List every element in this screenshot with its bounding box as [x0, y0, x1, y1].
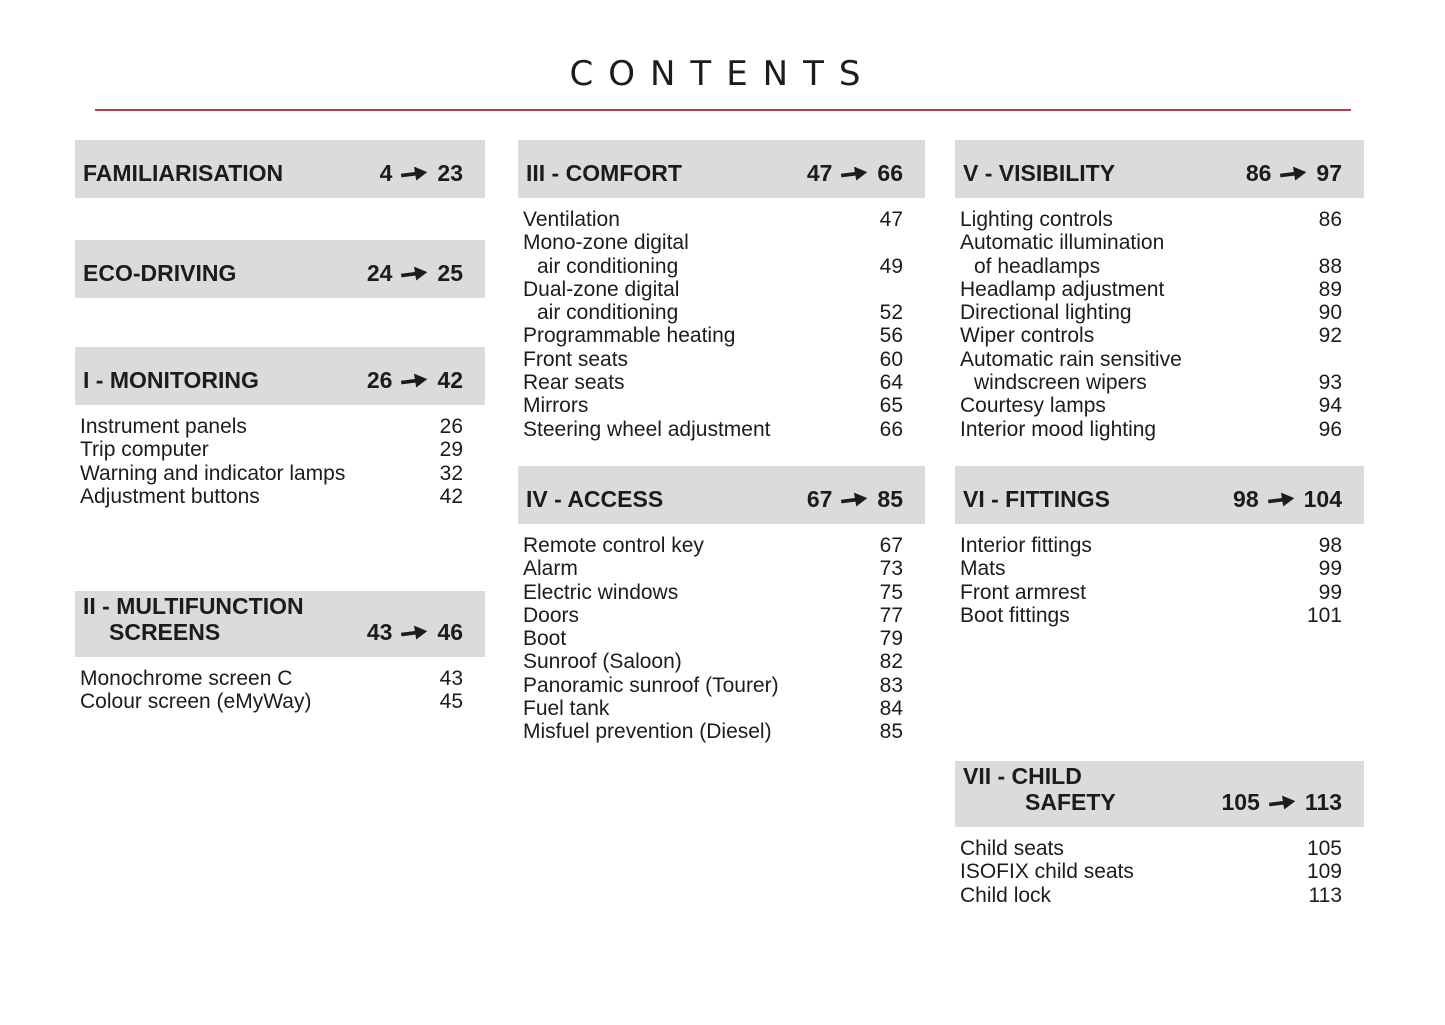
item-label	[523, 627, 566, 650]
range-to: 113	[1304, 789, 1342, 815]
item-page-number: 29	[439, 438, 463, 462]
item-label	[523, 650, 682, 673]
item-page-number: 66	[879, 417, 903, 441]
section-header	[955, 140, 1364, 198]
item-page-number: 77	[879, 603, 903, 627]
item-page-number: 99	[1318, 580, 1342, 604]
item-page-number: 89	[1318, 277, 1342, 301]
toc-item	[523, 371, 903, 394]
item-label-line: Dual-zone digital	[523, 277, 680, 301]
section-title-line: II - MULTIFUNCTION	[83, 593, 304, 619]
item-label-line: Automatic illumination	[960, 231, 1165, 255]
item-label	[523, 348, 628, 371]
item-label-line: Front seats	[523, 347, 629, 371]
item-page-number: 90	[1318, 301, 1342, 325]
item-label-line: Child seats	[960, 837, 1064, 860]
item-page-number: 105	[1306, 837, 1342, 860]
arrow-right-icon	[401, 370, 429, 389]
item-label	[960, 884, 1051, 907]
section-visibility	[955, 140, 1364, 441]
section-comfort	[518, 140, 925, 441]
item-label-line: windscreen wipers	[974, 371, 1147, 395]
item-label	[523, 231, 689, 278]
item-label-line: Courtesy lamps	[960, 394, 1106, 418]
range-from: 67	[806, 486, 833, 512]
range-from: 24	[366, 260, 393, 286]
item-label-line: Doors	[523, 603, 580, 627]
toc-item	[960, 581, 1342, 604]
item-label-line: Steering wheel adjustment	[523, 417, 771, 441]
range-to: 23	[437, 160, 463, 186]
section-page-range	[1222, 789, 1342, 815]
item-page-number: 85	[879, 720, 903, 744]
item-page-number: 67	[879, 534, 903, 557]
item-label	[80, 667, 292, 690]
range-to: 97	[1316, 160, 1342, 186]
arrow-right-icon	[841, 489, 869, 508]
item-label-line: Fuel tank	[523, 697, 610, 721]
toc-item	[960, 324, 1342, 347]
section-page-range	[807, 486, 903, 512]
toc-item	[80, 438, 463, 461]
section-header	[75, 240, 485, 298]
item-label-line: Panoramic sunroof (Tourer)	[523, 673, 779, 697]
toc-item	[80, 485, 463, 508]
item-label	[523, 534, 704, 557]
item-label-line: Interior mood lighting	[960, 417, 1157, 441]
toc-item	[523, 231, 903, 278]
section-title	[963, 160, 1115, 186]
section-title	[83, 367, 259, 393]
arrow-right-icon	[401, 263, 429, 282]
item-label-line: Automatic rain sensitive	[960, 347, 1182, 371]
item-label	[523, 324, 735, 347]
item-page-number: 82	[879, 650, 903, 674]
item-page-number: 43	[439, 667, 463, 690]
item-label	[523, 394, 588, 417]
arrow-right-icon	[1268, 792, 1296, 811]
toc-item	[960, 837, 1342, 860]
item-label	[80, 462, 345, 485]
section-title-line: I - MONITORING	[83, 367, 259, 393]
section-header	[955, 761, 1364, 827]
toc-item	[960, 604, 1342, 627]
range-to: 46	[437, 619, 463, 645]
section-title-line: IV - ACCESS	[526, 486, 664, 512]
item-label-line: Adjustment buttons	[80, 484, 260, 508]
toc-item	[523, 720, 903, 743]
arrow-right-icon	[1267, 489, 1295, 508]
item-label-line: Headlamp adjustment	[960, 277, 1165, 301]
item-page-number: 109	[1306, 860, 1342, 884]
section-items	[75, 667, 485, 714]
arrow-right-icon	[841, 163, 869, 182]
section-page-range	[367, 260, 463, 286]
item-label-line: ISOFIX child seats	[960, 860, 1134, 884]
item-label-line: Interior fittings	[960, 534, 1092, 557]
toc-item	[523, 208, 903, 231]
arrow-right-icon	[1280, 163, 1308, 182]
item-page-number: 94	[1318, 394, 1342, 418]
item-page-number: 26	[439, 415, 463, 438]
toc-item	[523, 697, 903, 720]
toc-item	[960, 394, 1342, 417]
section-items	[518, 208, 925, 441]
item-label	[80, 690, 311, 713]
item-page-number: 84	[879, 697, 903, 721]
toc-item	[960, 301, 1342, 324]
section-monitoring	[75, 347, 485, 508]
arrow-right-icon	[401, 622, 429, 641]
item-label-line: Mirrors	[523, 394, 589, 418]
toc-item	[523, 674, 903, 697]
range-from: 105	[1221, 789, 1260, 815]
toc-item	[80, 667, 463, 690]
item-label	[960, 208, 1113, 231]
item-label	[960, 324, 1094, 347]
item-label-line: Rear seats	[523, 371, 625, 395]
item-label-line: Lighting controls	[960, 208, 1113, 231]
toc-item	[523, 650, 903, 673]
section-title-line: FAMILIARISATION	[83, 160, 284, 186]
item-label-line: Electric windows	[523, 580, 679, 604]
item-label	[960, 860, 1134, 883]
toc-item	[523, 324, 903, 347]
item-label	[523, 278, 679, 325]
item-page-number: 52	[879, 301, 903, 325]
section-access	[518, 466, 925, 744]
range-from: 98	[1233, 486, 1259, 512]
toc-item	[960, 348, 1342, 395]
item-label-line: Child lock	[960, 883, 1052, 907]
range-to: 104	[1303, 486, 1342, 512]
item-page-number: 113	[1308, 883, 1342, 907]
section-page-range	[1233, 486, 1342, 512]
toc-item	[523, 627, 903, 650]
item-page-number: 96	[1318, 417, 1342, 441]
section-items	[518, 534, 925, 744]
item-page-number: 88	[1318, 254, 1342, 278]
toc-item	[960, 278, 1342, 301]
toc-item	[960, 208, 1342, 231]
toc-item	[523, 581, 903, 604]
item-label-line: Mats	[960, 557, 1006, 581]
item-label-line: Boot	[523, 627, 567, 651]
item-label-line: Trip computer	[80, 438, 209, 462]
item-label-line: Boot fittings	[960, 603, 1070, 627]
section-familiarisation	[75, 140, 485, 198]
section-fittings	[955, 466, 1364, 627]
item-label-line: Sunroof (Saloon)	[523, 650, 682, 674]
item-label-line: Warning and indicator lamps	[80, 461, 346, 485]
section-title	[83, 160, 283, 186]
section-header	[75, 140, 485, 198]
section-page-range	[367, 619, 463, 645]
item-label-line: Colour screen (eMyWay)	[80, 690, 312, 714]
item-label	[960, 604, 1070, 627]
item-label	[80, 415, 247, 438]
range-to: 42	[437, 367, 463, 393]
section-title-line: VI - FITTINGS	[963, 486, 1110, 512]
section-child-safety	[955, 761, 1364, 907]
section-header	[518, 140, 925, 198]
item-label	[523, 208, 620, 231]
item-label-line: Mono-zone digital	[523, 231, 689, 255]
item-page-number: 32	[439, 461, 463, 485]
toc-item	[523, 418, 903, 441]
item-page-number: 79	[879, 627, 903, 651]
section-page-range	[1246, 160, 1342, 186]
section-eco-driving	[75, 240, 485, 298]
section-title	[526, 486, 663, 512]
item-label	[960, 837, 1064, 860]
section-items	[955, 534, 1364, 627]
item-page-number: 47	[879, 208, 903, 231]
item-page-number: 42	[439, 484, 463, 508]
section-title-line: SCREENS	[109, 619, 221, 645]
toc-item	[960, 534, 1342, 557]
arrow-right-icon	[401, 163, 429, 182]
page-title: CONTENTS	[569, 54, 876, 94]
section-title	[83, 593, 304, 645]
section-page-range	[380, 160, 463, 186]
toc-item	[523, 394, 903, 417]
toc-item	[523, 604, 903, 627]
section-items	[955, 208, 1364, 441]
section-header	[955, 466, 1364, 524]
item-page-number: 56	[879, 324, 903, 348]
range-to: 25	[437, 260, 463, 286]
item-label	[523, 697, 609, 720]
section-title	[963, 763, 1116, 815]
item-page-number: 60	[879, 347, 903, 371]
toc-item	[960, 231, 1342, 278]
toc-item	[523, 278, 903, 325]
toc-item	[80, 462, 463, 485]
range-to: 66	[877, 160, 903, 186]
item-page-number: 93	[1318, 371, 1342, 395]
section-title	[526, 160, 682, 186]
item-page-number: 75	[879, 580, 903, 604]
item-page-number: 49	[879, 254, 903, 278]
section-title	[963, 486, 1110, 512]
item-label	[523, 371, 625, 394]
item-label	[960, 394, 1106, 417]
item-label	[80, 485, 260, 508]
section-multifunction-screens	[75, 591, 485, 714]
section-title-line: ECO-DRIVING	[83, 260, 237, 286]
item-page-number: 64	[879, 371, 903, 395]
item-label	[960, 348, 1182, 395]
item-page-number: 73	[879, 557, 903, 581]
section-items	[75, 415, 485, 508]
section-header	[518, 466, 925, 524]
section-title-line: SAFETY	[1025, 789, 1116, 815]
item-label-line: Programmable heating	[523, 324, 736, 348]
toc-item	[523, 348, 903, 371]
item-label-line: Remote control key	[523, 534, 704, 557]
title-divider	[95, 109, 1351, 111]
section-title-line: V - VISIBILITY	[963, 160, 1116, 186]
toc-item	[960, 418, 1342, 441]
item-label	[960, 534, 1092, 557]
item-label	[960, 278, 1164, 301]
range-from: 47	[806, 160, 833, 186]
item-page-number: 99	[1318, 557, 1342, 581]
item-label-line: Instrument panels	[80, 415, 247, 438]
item-label	[80, 438, 209, 461]
item-label	[523, 674, 779, 697]
section-header	[75, 591, 485, 657]
section-title	[83, 260, 236, 286]
item-page-number: 92	[1318, 324, 1342, 348]
item-label-line: Alarm	[523, 557, 578, 581]
item-page-number: 65	[879, 394, 903, 418]
item-label-line: Directional lighting	[960, 301, 1132, 325]
section-page-range	[807, 160, 903, 186]
section-title-line: III - COMFORT	[526, 160, 682, 186]
section-title-line: VII - CHILD	[963, 763, 1082, 789]
item-label-line: of headlamps	[974, 254, 1101, 278]
item-label	[523, 418, 770, 441]
section-items	[955, 837, 1364, 907]
item-label-line: Monochrome screen C	[80, 667, 293, 690]
range-from: 26	[366, 367, 393, 393]
toc-item	[960, 860, 1342, 883]
item-label	[960, 557, 1006, 580]
range-from: 43	[366, 619, 393, 645]
toc-item	[523, 534, 903, 557]
item-page-number: 86	[1318, 208, 1342, 231]
item-label-line: air conditioning	[537, 254, 679, 278]
item-label	[960, 418, 1156, 441]
item-label	[960, 231, 1164, 278]
item-page-number: 45	[439, 690, 463, 714]
item-page-number: 98	[1318, 534, 1342, 557]
toc-item	[80, 690, 463, 713]
toc-item	[80, 415, 463, 438]
item-label	[960, 301, 1132, 324]
item-label-line: air conditioning	[537, 301, 679, 325]
section-header	[75, 347, 485, 405]
item-page-number: 101	[1306, 603, 1342, 627]
range-from: 4	[379, 160, 393, 186]
item-label-line: Misfuel prevention (Diesel)	[523, 720, 772, 744]
toc-item	[960, 557, 1342, 580]
section-page-range	[367, 367, 463, 393]
item-label-line: Ventilation	[523, 208, 620, 231]
item-label	[523, 720, 772, 743]
range-from: 86	[1245, 160, 1272, 186]
item-label	[960, 581, 1086, 604]
item-label-line: Wiper controls	[960, 324, 1095, 348]
range-to: 85	[877, 486, 903, 512]
toc-item	[523, 557, 903, 580]
item-label	[523, 557, 578, 580]
item-label	[523, 581, 678, 604]
item-page-number: 83	[879, 673, 903, 697]
item-label	[523, 604, 579, 627]
item-label-line: Front armrest	[960, 580, 1087, 604]
toc-item	[960, 884, 1342, 907]
